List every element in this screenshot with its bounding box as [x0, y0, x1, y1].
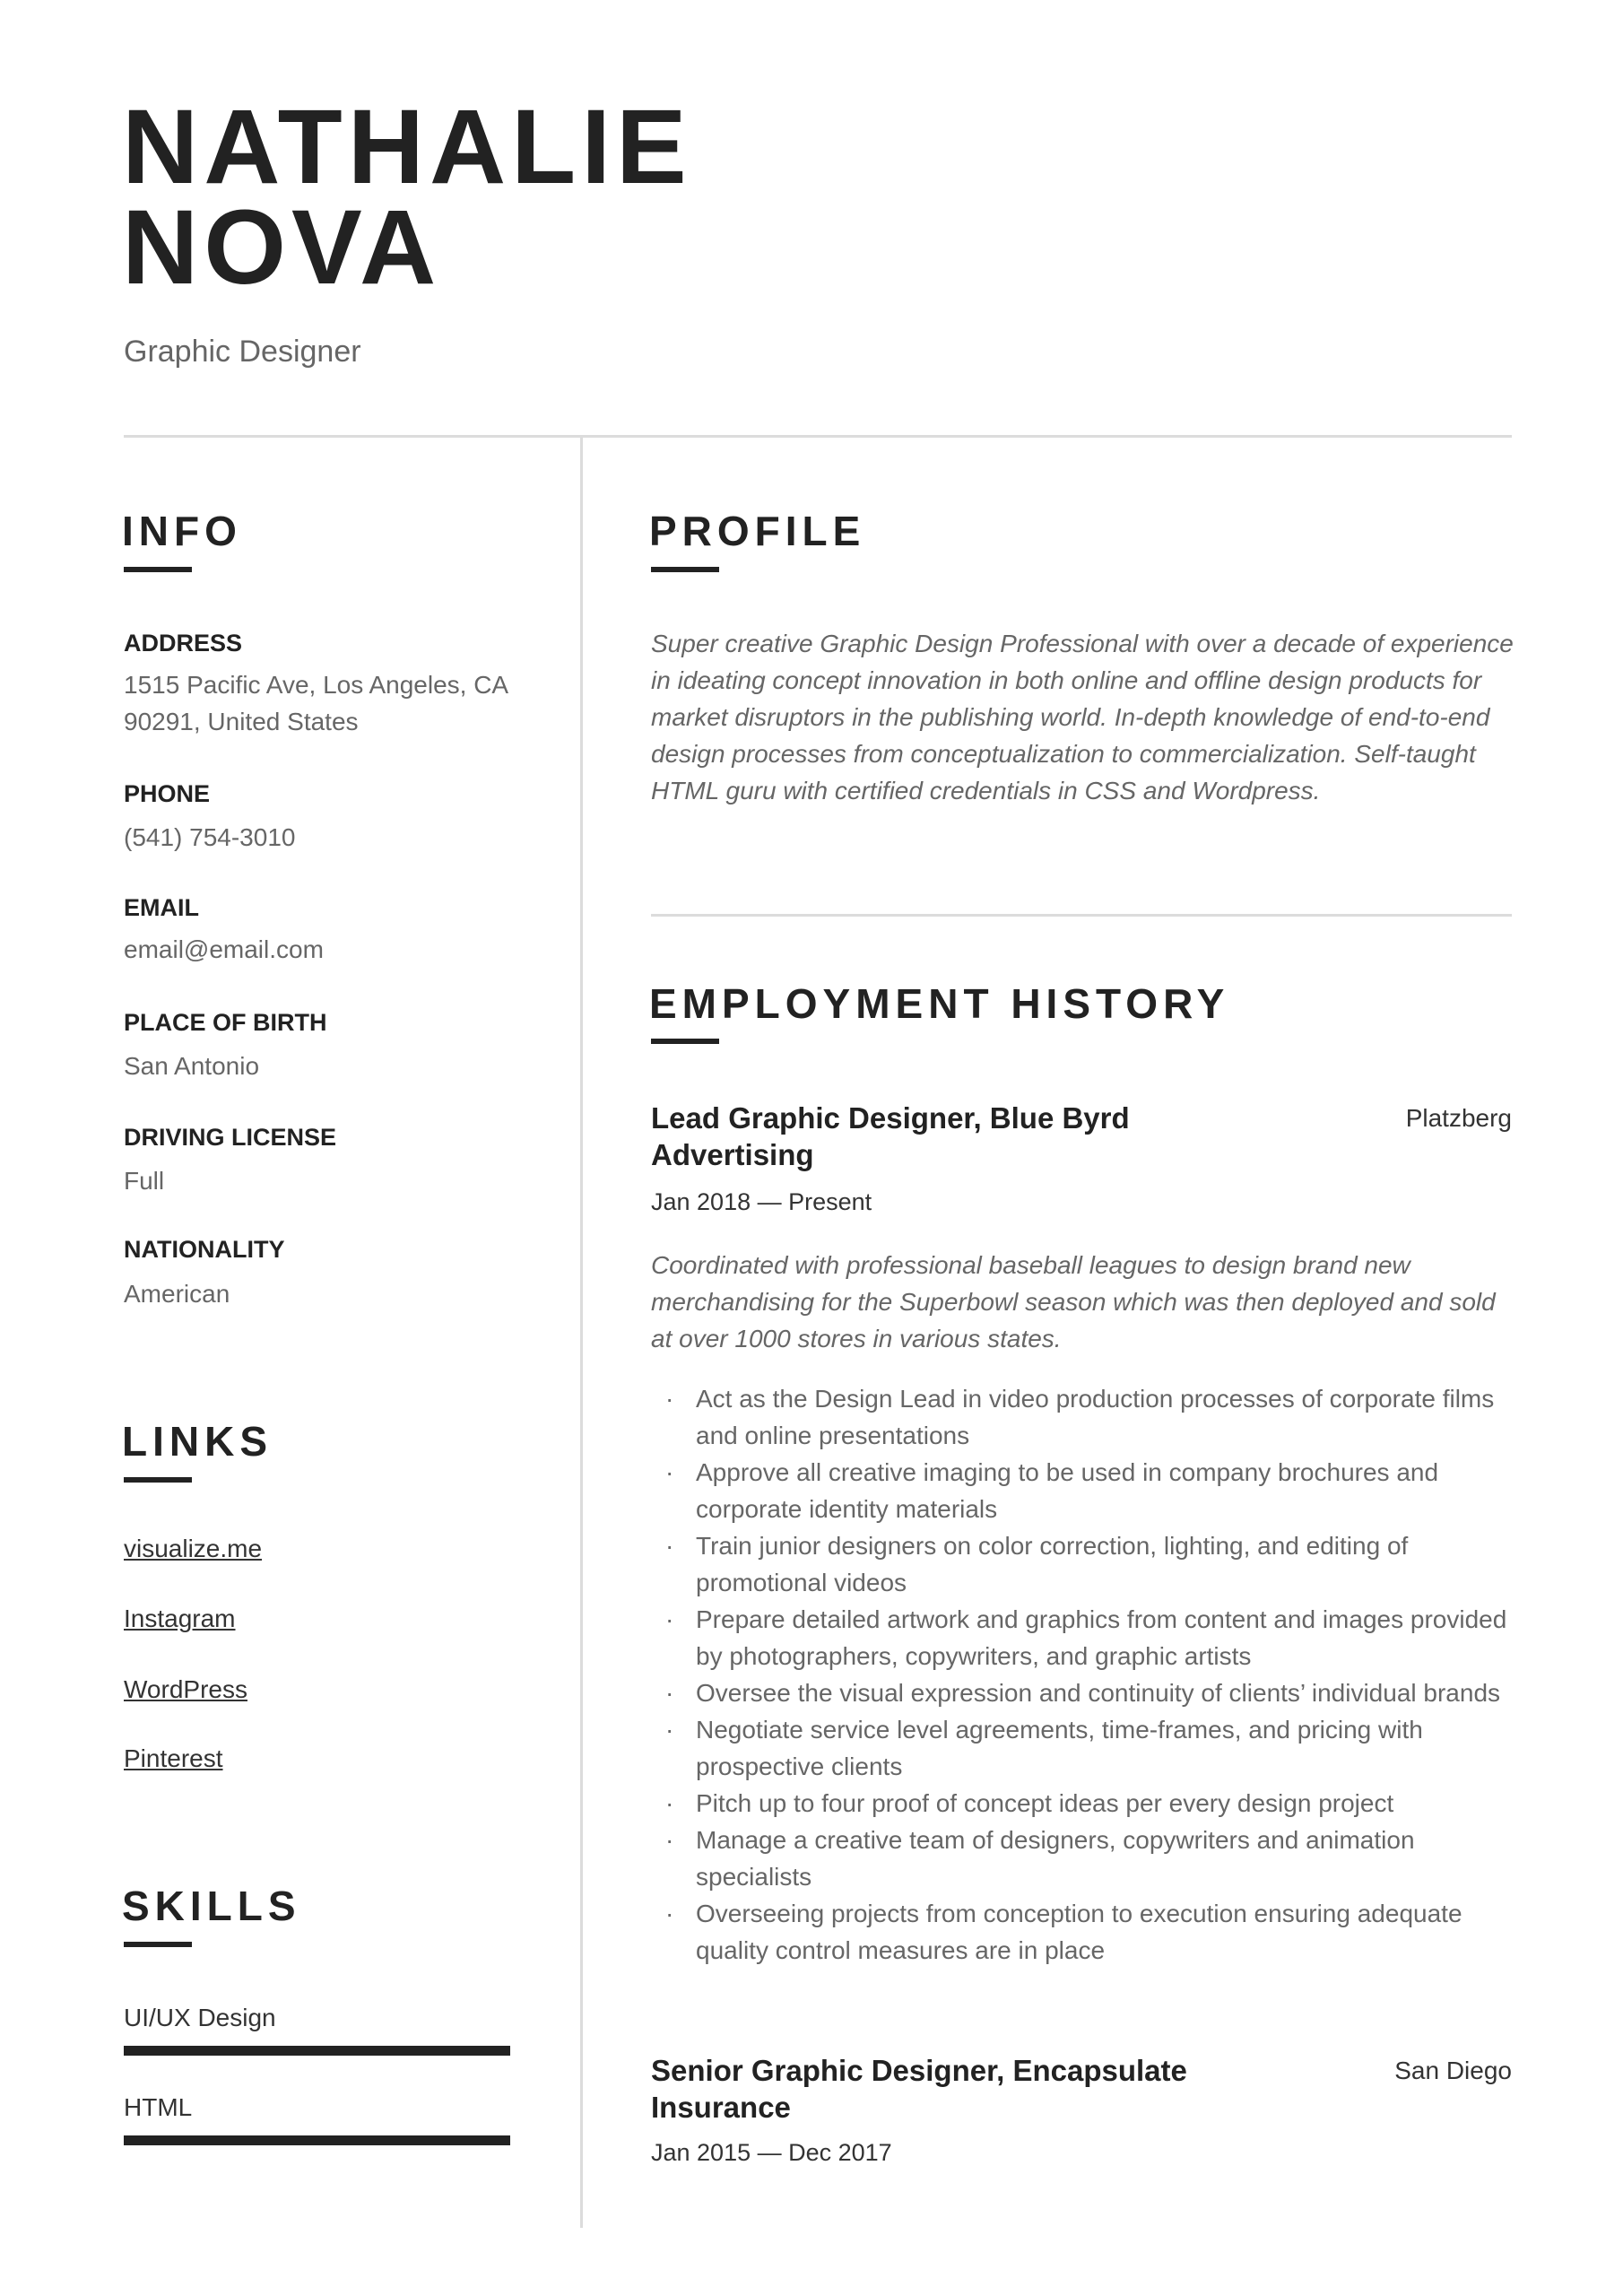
candidate-name: NATHALIE NOVA: [122, 88, 692, 307]
info-phone: PHONE (541) 754-3010: [124, 780, 296, 851]
profile-divider: [651, 914, 1512, 917]
list-item: · Act as the Design Lead in video production processes of corporate films and online presentations: [651, 1380, 1512, 1454]
list-item: · Train junior designers on color correction, lighting, and editing of promotional videos: [651, 1527, 1512, 1601]
links-underline: [124, 1477, 192, 1483]
list-item: · Manage a creative team of designers, copywriters and animation specialists: [651, 1822, 1512, 1895]
list-item: · Prepare detailed artwork and graphics from content and images provided by photographers, copywriters, and graphic artists: [651, 1601, 1512, 1674]
skill-level-bar: [124, 2135, 510, 2145]
job-title: Graphic Designer: [124, 335, 361, 369]
info-nationality: NATIONALITY American: [124, 1236, 285, 1308]
list-item: · Pitch up to four proof of concept ideas per every design project: [651, 1785, 1512, 1822]
skill-name: UI/UX Design: [124, 2004, 276, 2031]
profile-heading: PROFILE: [649, 508, 866, 554]
job-entry: [651, 1100, 1512, 1969]
job-city: San Diego: [1394, 2057, 1512, 2084]
job-city: Platzberg: [1405, 1104, 1512, 1132]
profile-underline: [651, 567, 719, 572]
info-email: EMAIL email@email.com: [124, 894, 324, 963]
skill-level-bar: [124, 2046, 510, 2056]
list-item: · Overseeing projects from conception to execution ensuring adequate quality control measures are in place: [651, 1895, 1512, 1969]
info-underline: [124, 567, 192, 572]
job-bullets: [651, 1380, 1512, 1969]
job-title: Lead Graphic Designer, Blue Byrd Advertising: [651, 1101, 1130, 1171]
link-instagram[interactable]: Instagram: [124, 1605, 236, 1632]
job-dates: Jan 2018 — Present: [651, 1188, 872, 1215]
list-item: · Negotiate service level agreements, time-frames, and pricing with prospective clients: [651, 1711, 1512, 1785]
skills-heading: SKILLS: [122, 1883, 301, 1929]
job-entry: [651, 2052, 1512, 2171]
info-heading: INFO: [122, 508, 242, 554]
link-pinterest[interactable]: Pinterest: [124, 1744, 223, 1772]
info-address: ADDRESS 1515 Pacific Ave, Los Angeles, CA 90291, United States: [124, 630, 508, 735]
info-place-of-birth: PLACE OF BIRTH San Antonio: [124, 1009, 327, 1080]
skill-name: HTML: [124, 2093, 193, 2121]
employment-underline: [651, 1039, 719, 1044]
list-item: · Oversee the visual expression and continuity of clients’ individual brands: [651, 1674, 1512, 1711]
profile-text: Super creative Graphic Design Professional with over a decade of experience in ideating concept innovation in both online and offline design products for market disruptors in the publishing world. In-depth knowledge of end-to-end design processes from conceptualization to commercialization. Self-taught HTML guru with certified credentials in CSS and Wordpress.: [651, 630, 1514, 804]
job-dates: Jan 2015 — Dec 2017: [651, 2139, 892, 2166]
links-heading: LINKS: [122, 1418, 273, 1465]
job-title: Senior Graphic Designer, Encapsulate Insurance: [651, 2054, 1187, 2124]
column-divider: [580, 437, 583, 2228]
skills-underline: [124, 1942, 192, 1947]
link-wordpress[interactable]: WordPress: [124, 1675, 247, 1703]
header-divider: [124, 435, 1512, 438]
link-visualize-me[interactable]: visualize.me: [124, 1535, 263, 1562]
job-description: Coordinated with professional baseball leagues to design brand new merchandising for the Superbowl season which was then deployed and sold at over 1000 stores in various states.: [651, 1251, 1496, 1352]
info-driving-license: DRIVING LICENSE Full: [124, 1124, 337, 1195]
list-item: · Approve all creative imaging to be used in company brochures and corporate identity materials: [651, 1454, 1512, 1527]
employment-heading: EMPLOYMENT HISTORY: [649, 980, 1230, 1027]
